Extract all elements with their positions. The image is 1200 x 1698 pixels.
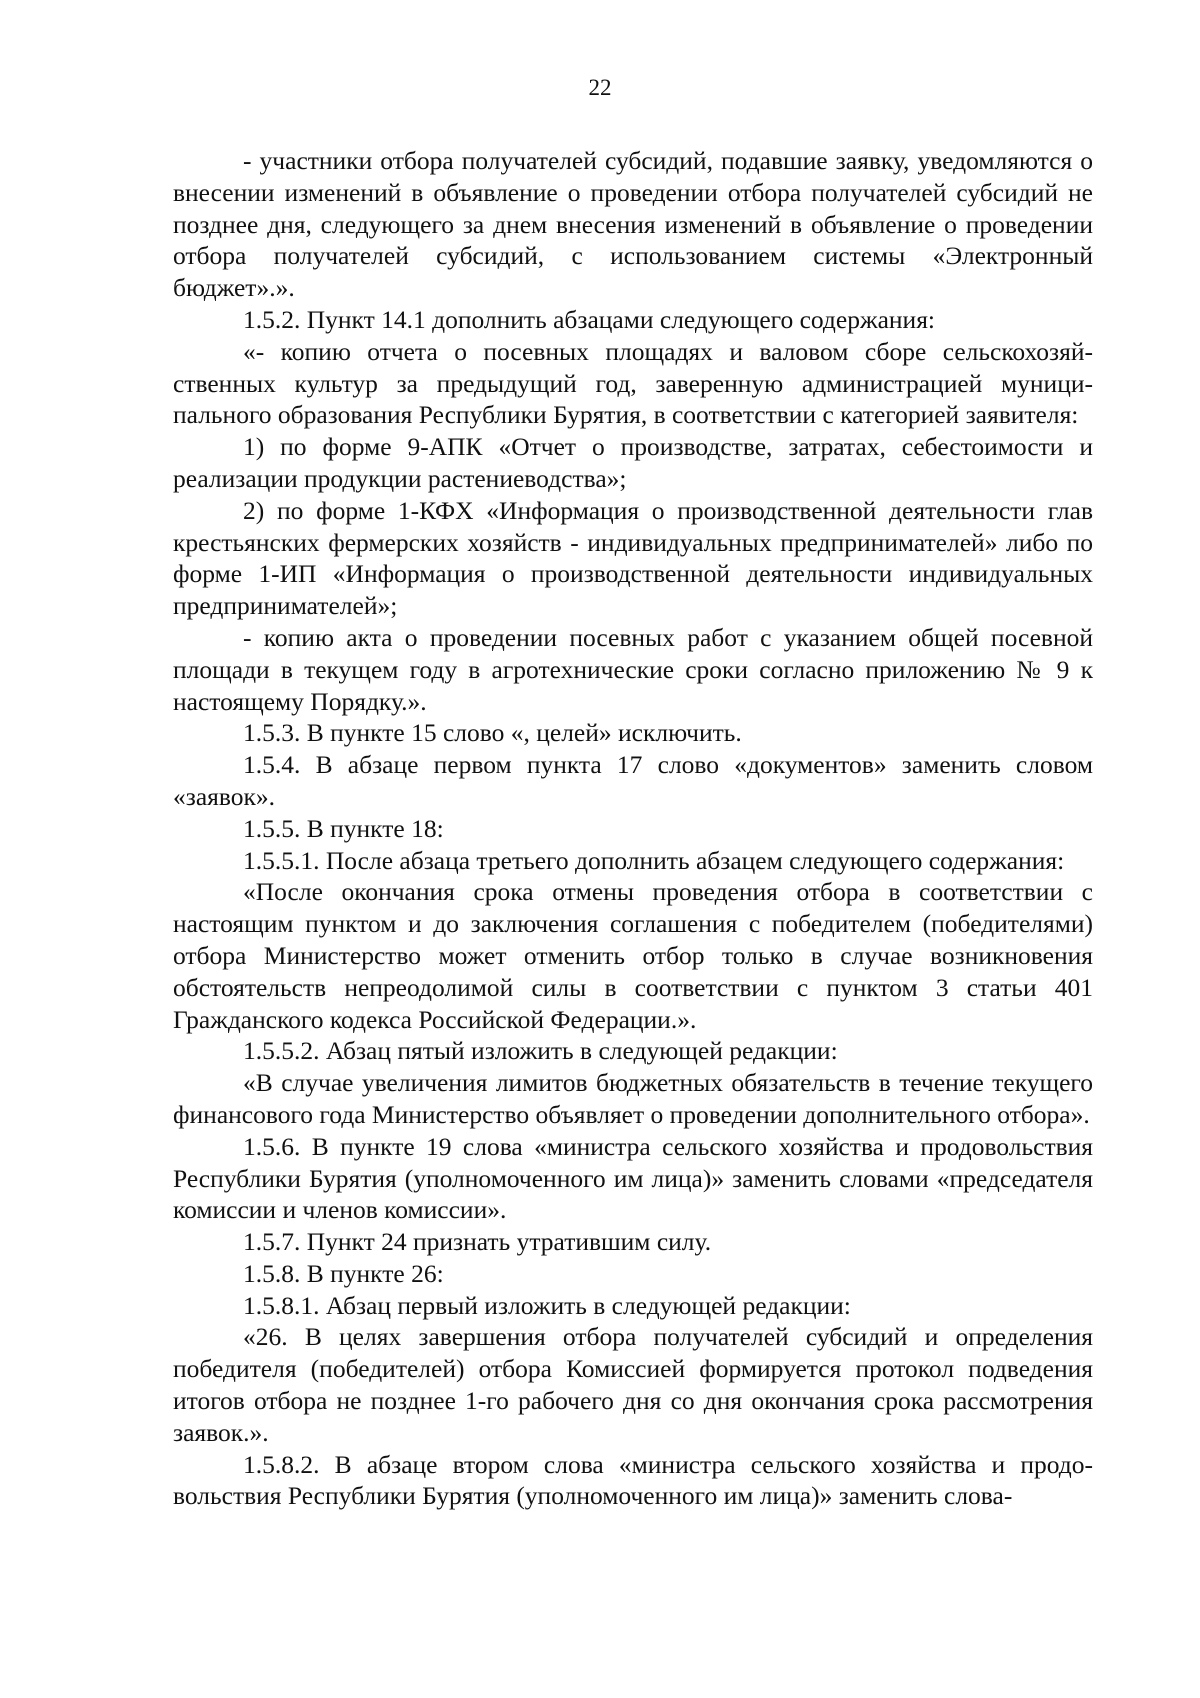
paragraph: «После окончания срока отмены проведения отбора в соответствии с настоящим пунктом и до заключения соглашения с победителем (победителями) отбора Министерство может отменить отбор только в случае возникновения обстоятельств непреодолимой силы в соответствии с пунктом 3 статьи 401 Гражданского кодекса Российской Федерации.». <box>173 877 1093 1034</box>
document-body <box>173 145 1093 1512</box>
paragraph: - копию акта о проведении посевных работ с указанием общей посевной площади в текущем году в агротехнические сроки согласно приложению № 9 к настоящему Порядку.». <box>173 622 1093 716</box>
paragraph: 1.5.3. В пункте 15 слово «, целей» исключить. <box>243 718 742 748</box>
paragraph: 1.5.4. В абзаце первом пункта 17 слово «документов» заменить словом «заявок». <box>173 750 1093 811</box>
paragraph: 2) по форме 1-КФХ «Информация о производственной деятельности глав крестьянских фермерских хозяйств - индивидуальных предпринимателей» либо по форме 1-ИП «Информация о производственной деятельности индивидуальных предпринимателей»; <box>173 495 1093 621</box>
paragraph: «26. В целях завершения отбора получателей субсидий и определения победителя (победителей) отбора Комиссией формируется протокол подведения итогов отбора не позднее 1-го рабочего дня со дня окончания срока рассмотрения заявок.». <box>173 1322 1093 1447</box>
paragraph: 1.5.2. Пункт 14.1 дополнить абзацами следующего содержания: <box>243 304 936 334</box>
paragraph: 1.5.7. Пункт 24 признать утратившим силу. <box>243 1227 712 1257</box>
paragraph: «В случае увеличения лимитов бюджетных обязательств в течение текущего финансового года Министерство объявляет о проведении дополнительного отбора». <box>173 1068 1093 1129</box>
paragraph: 1.5.5.2. Абзац пятый изложить в следующей редакции: <box>243 1036 838 1066</box>
paragraph: - участники отбора получателей субсидий, подавшие заявку, уведомляются о внесении изменений в объявление о проведении отбора получателей субсидий не позднее дня, следующего за днем внесения изменений в объявление о проведении отбора получателей субсидий, с использованием системы «Электронный бюджет».». <box>173 146 1093 303</box>
paragraph: 1.5.5.1. После абзаца третьего дополнить абзацем следующего содержания: <box>243 845 1065 875</box>
paragraph: 1.5.8.1. Абзац первый изложить в следующей редакции: <box>243 1290 851 1320</box>
paragraph: «- копию отчета о посевных площадях и валовом сборе сельскохозяйственных культур за предыдущий год, заверенную администрацией муниципального образования Республики Бурятия, в соответствии с категорией заявителя: <box>173 336 1093 430</box>
paragraph: 1.5.8. В пункте 26: <box>243 1258 444 1288</box>
page-number: 22 <box>588 75 612 100</box>
paragraph: 1.5.6. В пункте 19 слова «министра сельского хозяйства и продовольствия Республики Бурятия (уполномоченного им лица)» заменить словами «председателя комиссии и членов комиссии». <box>173 1131 1093 1225</box>
paragraph: 1.5.5. В пункте 18: <box>243 813 444 843</box>
paragraph: 1) по форме 9-АПК «Отчет о производстве, затратах, себестоимости и реализации продукции растениеводства»; <box>173 432 1093 493</box>
paragraph: 1.5.8.2. В абзаце втором слова «министра сельского хозяйства и продовольствия Республики Бурятия (уполномоченного им лица)» заменить слова- <box>173 1449 1093 1511</box>
